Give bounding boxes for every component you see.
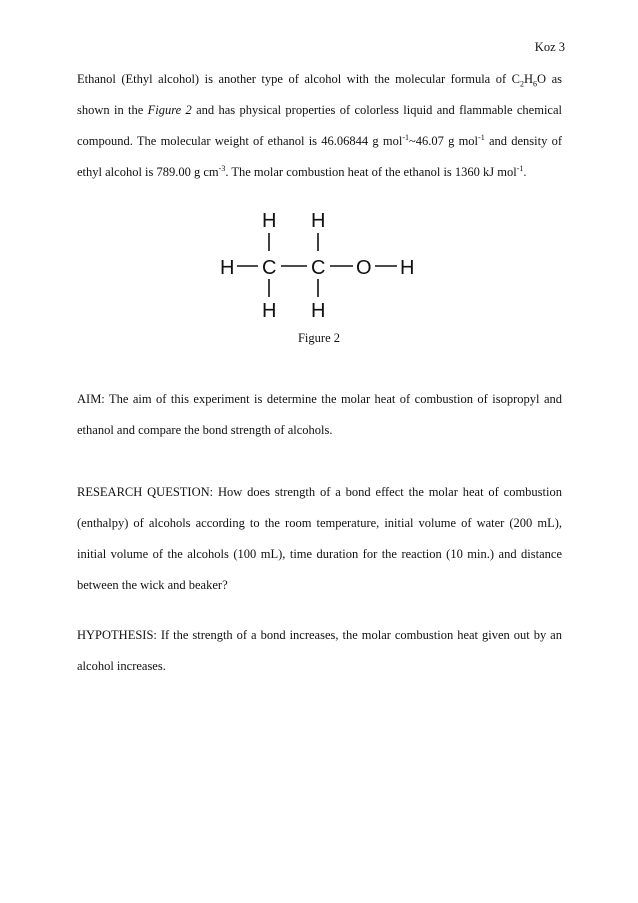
intro-text-4: ~46.07 g mol <box>408 134 479 148</box>
superscript-4: -1 <box>516 163 524 173</box>
intro-paragraph <box>77 64 562 188</box>
superscript-3: -3 <box>218 163 226 173</box>
formula-subscript-6: 6 <box>533 79 538 89</box>
intro-text-6: . The molar combustion heat of the ethanol is 1360 kJ mol <box>225 165 517 179</box>
intro-text-2: O as shown in the <box>77 72 562 117</box>
atom-h-bottom-1: H <box>262 300 277 320</box>
intro-text-3: and has physical properties of colorless liquid and flammable chemical compound. The molecular weight of ethanol is 46.06844 g mol <box>77 103 562 148</box>
intro-text-1: Ethanol (Ethyl alcohol) is another type of alcohol with the molecular formula of C <box>77 72 520 86</box>
atom-c-1: C <box>262 257 277 279</box>
atom-h-bottom-2: H <box>311 300 326 320</box>
formula-h: H <box>524 72 534 86</box>
atom-h-right: H <box>400 257 415 279</box>
atom-h-top-1: H <box>262 210 277 232</box>
atom-c-2: C <box>311 257 326 279</box>
atom-h-left: H <box>220 257 235 279</box>
ethanol-structural-formula <box>218 200 438 320</box>
formula-subscript-2: 2 <box>520 79 524 89</box>
atom-h-top-2: H <box>311 210 326 232</box>
figure-caption: Figure 2 <box>297 331 340 345</box>
figure-reference: Figure 2 <box>147 103 192 117</box>
ethanol-structure-svg <box>218 200 438 320</box>
page-number-header: Koz 3 <box>534 40 565 54</box>
research-question-paragraph: RESEARCH QUESTION: How does strength of a bond effect the molar heat of combustion (enthalpy) of alcohols according to the room temperature, initial volume of water (200 mL), initial volume of the alcohols (100 mL), time duration for the reaction (10 min.) and distance between the wick and beaker? <box>77 485 562 592</box>
atom-o: O <box>356 257 372 279</box>
aim-paragraph: AIM: The aim of this experiment is determine the molar heat of combustion of isopropyl and ethanol and compare the bond strength of alcohols. <box>77 392 562 437</box>
superscript-2: -1 <box>478 132 485 142</box>
hypothesis-paragraph: HYPOTHESIS: If the strength of a bond increases, the molar combustion heat given out by an alcohol increases. <box>77 628 562 673</box>
intro-text-5: and density of ethyl alcohol is 789.00 g cm <box>77 134 562 179</box>
superscript-1: -1 <box>402 132 409 142</box>
intro-text-7: . <box>523 165 527 179</box>
